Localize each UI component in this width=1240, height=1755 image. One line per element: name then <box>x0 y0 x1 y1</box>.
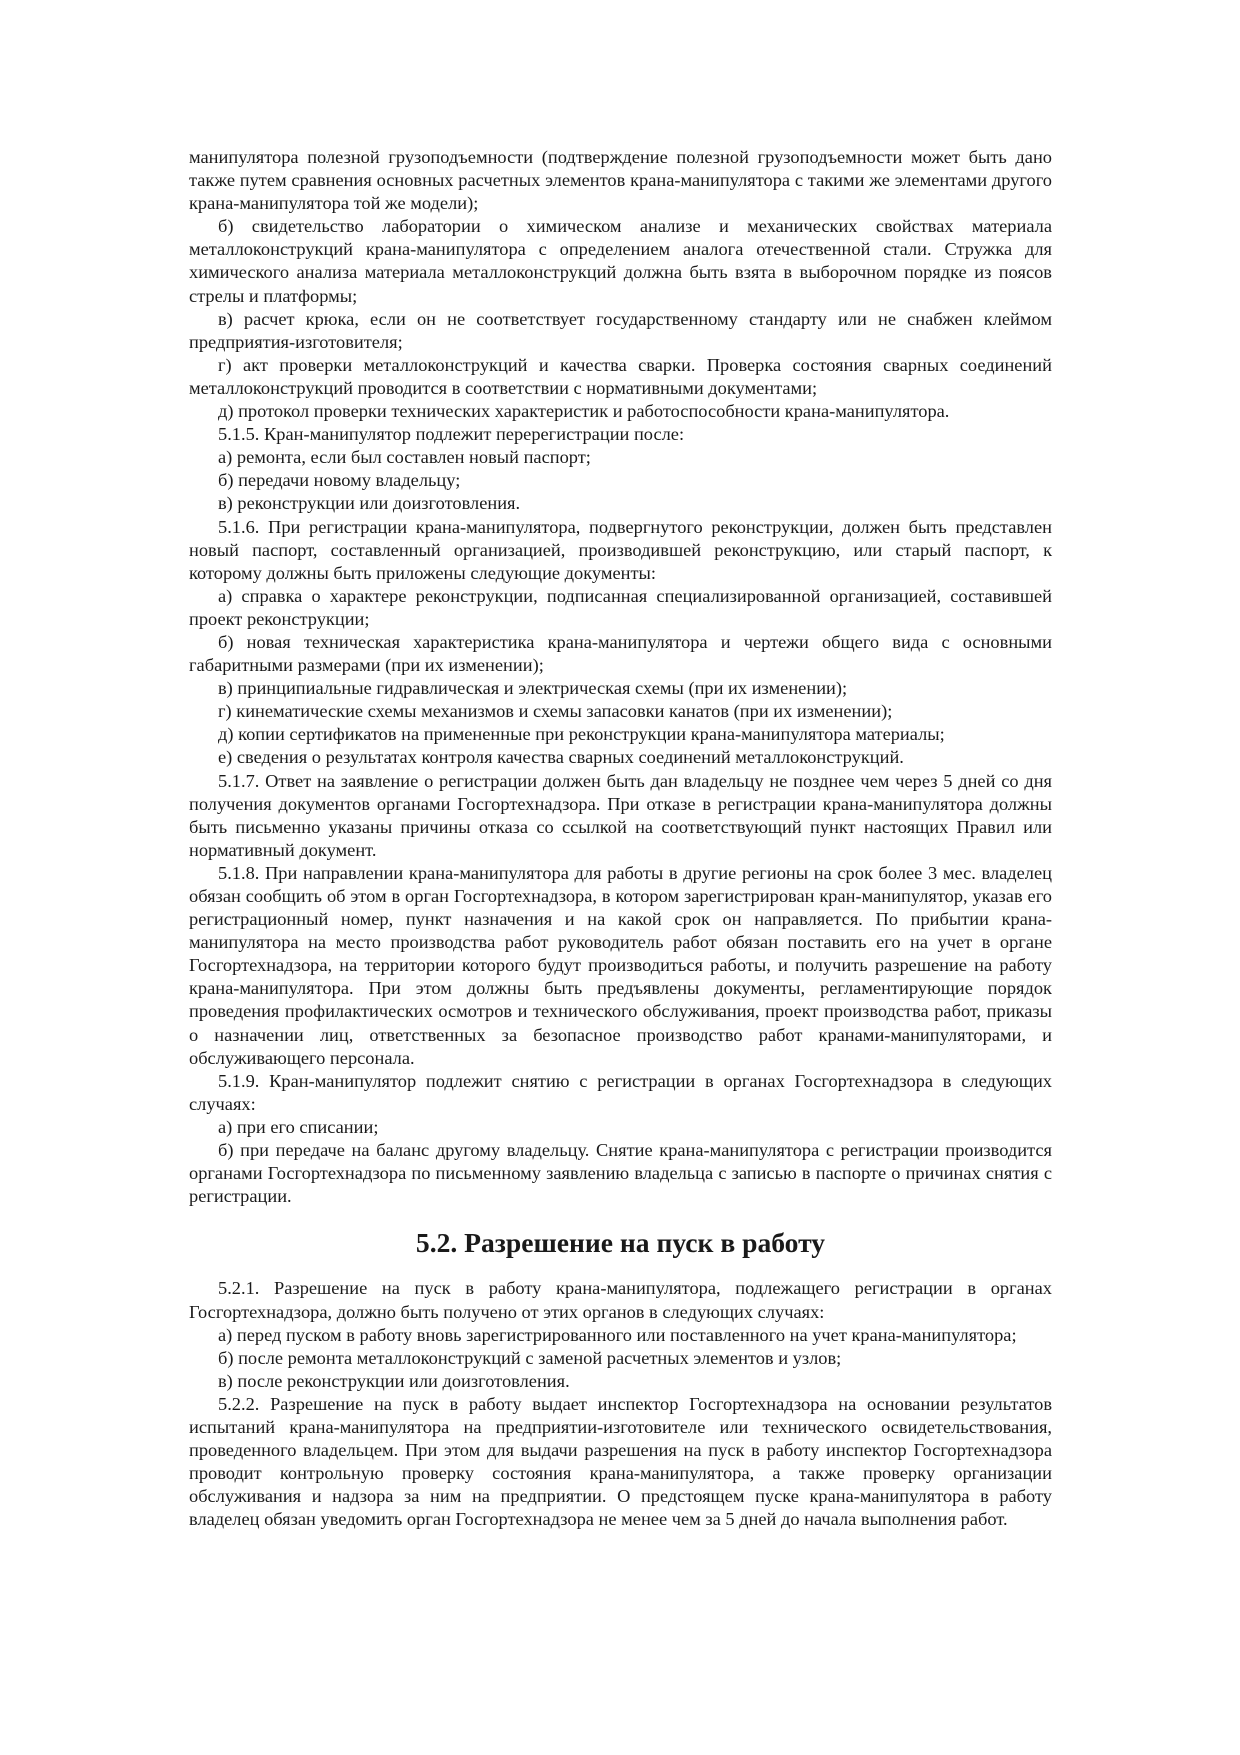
paragraph: 5.2.2. Разрешение на пуск в работу выдает инспектор Госгортехнадзора на основании результатов испытаний крана-манипулятора на предприятии-изготовителе или технического освидетельствования, проведенного владельцем. При этом для выдачи разрешения на пуск в работу инспектор Госгортехнадзора проводит контрольную проверку состояния крана-манипулятора, а также проверку организации обслуживания и надзора за ним на предприятии. О предстоящем пуске крана-манипулятора в работу владелец обязан уведомить орган Госгортехнадзора не менее чем за 5 дней до начала выполнения работ. <box>189 1393 1052 1530</box>
paragraph: д) протокол проверки технических характеристик и работоспособности крана-манипулятора. <box>218 401 950 422</box>
section-5-2-text <box>189 1277 1052 1531</box>
document-page <box>189 146 1052 1531</box>
paragraph: а) ремонта, если был составлен новый паспорт; <box>218 447 591 468</box>
paragraph: в) расчет крюка, если он не соответствует государственному стандарту или не снабжен клеймом предприятия-изготовителя; <box>189 308 1052 352</box>
paragraph: в) принципиальные гидравлическая и электрическая схемы (при их изменении); <box>218 678 848 699</box>
paragraph: 5.1.7. Ответ на заявление о регистрации должен быть дан владельцу не позднее чем через 5 дней со дня получения документов органами Госгортехнадзора. При отказе в регистрации крана-манипулятора должны быть письменно указаны причины отказа со ссылкой на соответствующий пункт настоящих Правил или нормативный документ. <box>189 770 1052 860</box>
paragraph: 5.1.5. Кран-манипулятор подлежит перерегистрации после: <box>218 424 685 445</box>
paragraph: в) после реконструкции или доизготовления. <box>218 1370 570 1391</box>
paragraph: манипулятора полезной грузоподъемности (подтверждение полезной грузоподъемности может быть дано также путем сравнения основных расчетных элементов крана-манипулятора с такими же элементами другого крана-манипулятора той же модели); <box>189 147 1052 214</box>
paragraph: а) при его списании; <box>218 1116 379 1137</box>
paragraph: б) при передаче на баланс другому владельцу. Снятие крана-манипулятора с регистрации производится органами Госгортехнадзора по письменному заявлению владельца с записью в паспорте о причинах снятия с регистрации. <box>189 1140 1052 1207</box>
paragraph: б) новая техническая характеристика крана-манипулятора и чертежи общего вида с основными габаритными размерами (при их изменении); <box>189 631 1052 676</box>
paragraph: б) после ремонта металлоконструкций с заменой расчетных элементов и узлов; <box>218 1347 842 1368</box>
paragraph: а) справка о характере реконструкции, подписанная специализированной организацией, составившей проект реконструкции; <box>189 585 1052 629</box>
paragraph: г) акт проверки металлоконструкций и качества сварки. Проверка состояния сварных соединений металлоконструкций проводится в соответствии с нормативными документами; <box>189 354 1052 398</box>
paragraph: г) кинематические схемы механизмов и схемы запасовки канатов (при их изменении); <box>218 701 893 722</box>
paragraph: а) перед пуском в работу вновь зарегистрированного или поставленного на учет крана-манипулятора; <box>218 1324 1017 1345</box>
paragraph: 5.1.6. При регистрации крана-манипулятора, подвергнутого реконструкции, должен быть представлен новый паспорт, составленный организацией, производившей реконструкцию, или старый паспорт, к которому должны быть приложены следующие документы: <box>189 516 1052 583</box>
paragraph: д) копии сертификатов на примененные при реконструкции крана-манипулятора материалы; <box>218 724 945 745</box>
paragraph: е) сведения о результатах контроля качества сварных соединений металлоконструкций. <box>218 747 904 768</box>
section-5-1-text <box>189 146 1052 1208</box>
paragraph: 5.1.8. При направлении крана-манипулятора для работы в другие регионы на срок более 3 мес. владелец обязан сообщить об этом в орган Госгортехнадзора, в котором зарегистрирован кран-манипулятор, указав его регистрационный номер, пункт назначения и на какой срок он направляется. По прибытии крана-манипулятора на место производства работ руководитель работ обязан поставить его на учет в органе Госгортехнадзора, на территории которого будут производиться работы, и получить разрешение на работу крана-манипулятора. При этом должны быть предъявлены документы, регламентирующие порядок проведения профилактических осмотров и технического обслуживания, проект производства работ, приказы о назначении лиц, ответственных за безопасное производство работ кранами-манипуляторами, и обслуживающего персонала. <box>189 862 1052 1068</box>
paragraph: в) реконструкции или доизготовления. <box>218 493 521 514</box>
paragraph: 5.2.1. Разрешение на пуск в работу крана-манипулятора, подлежащего регистрации в органах Госгортехнадзора, должно быть получено от этих органов в следующих случаях: <box>189 1278 1052 1322</box>
paragraph: 5.1.9. Кран-манипулятор подлежит снятию с регистрации в органах Госгортехнадзора в следующих случаях: <box>189 1070 1052 1114</box>
paragraph: б) свидетельство лаборатории о химическом анализе и механических свойствах материала металлоконструкций крана-манипулятора с определением аналога отечественной стали. Стружка для химического анализа материала металлоконструкций должна быть взята в выборочном порядке из поясов стрелы и платформы; <box>189 216 1052 306</box>
section-heading: 5.2. Разрешение на пуск в работу <box>415 1227 826 1259</box>
paragraph: б) передачи новому владельцу; <box>218 470 461 491</box>
